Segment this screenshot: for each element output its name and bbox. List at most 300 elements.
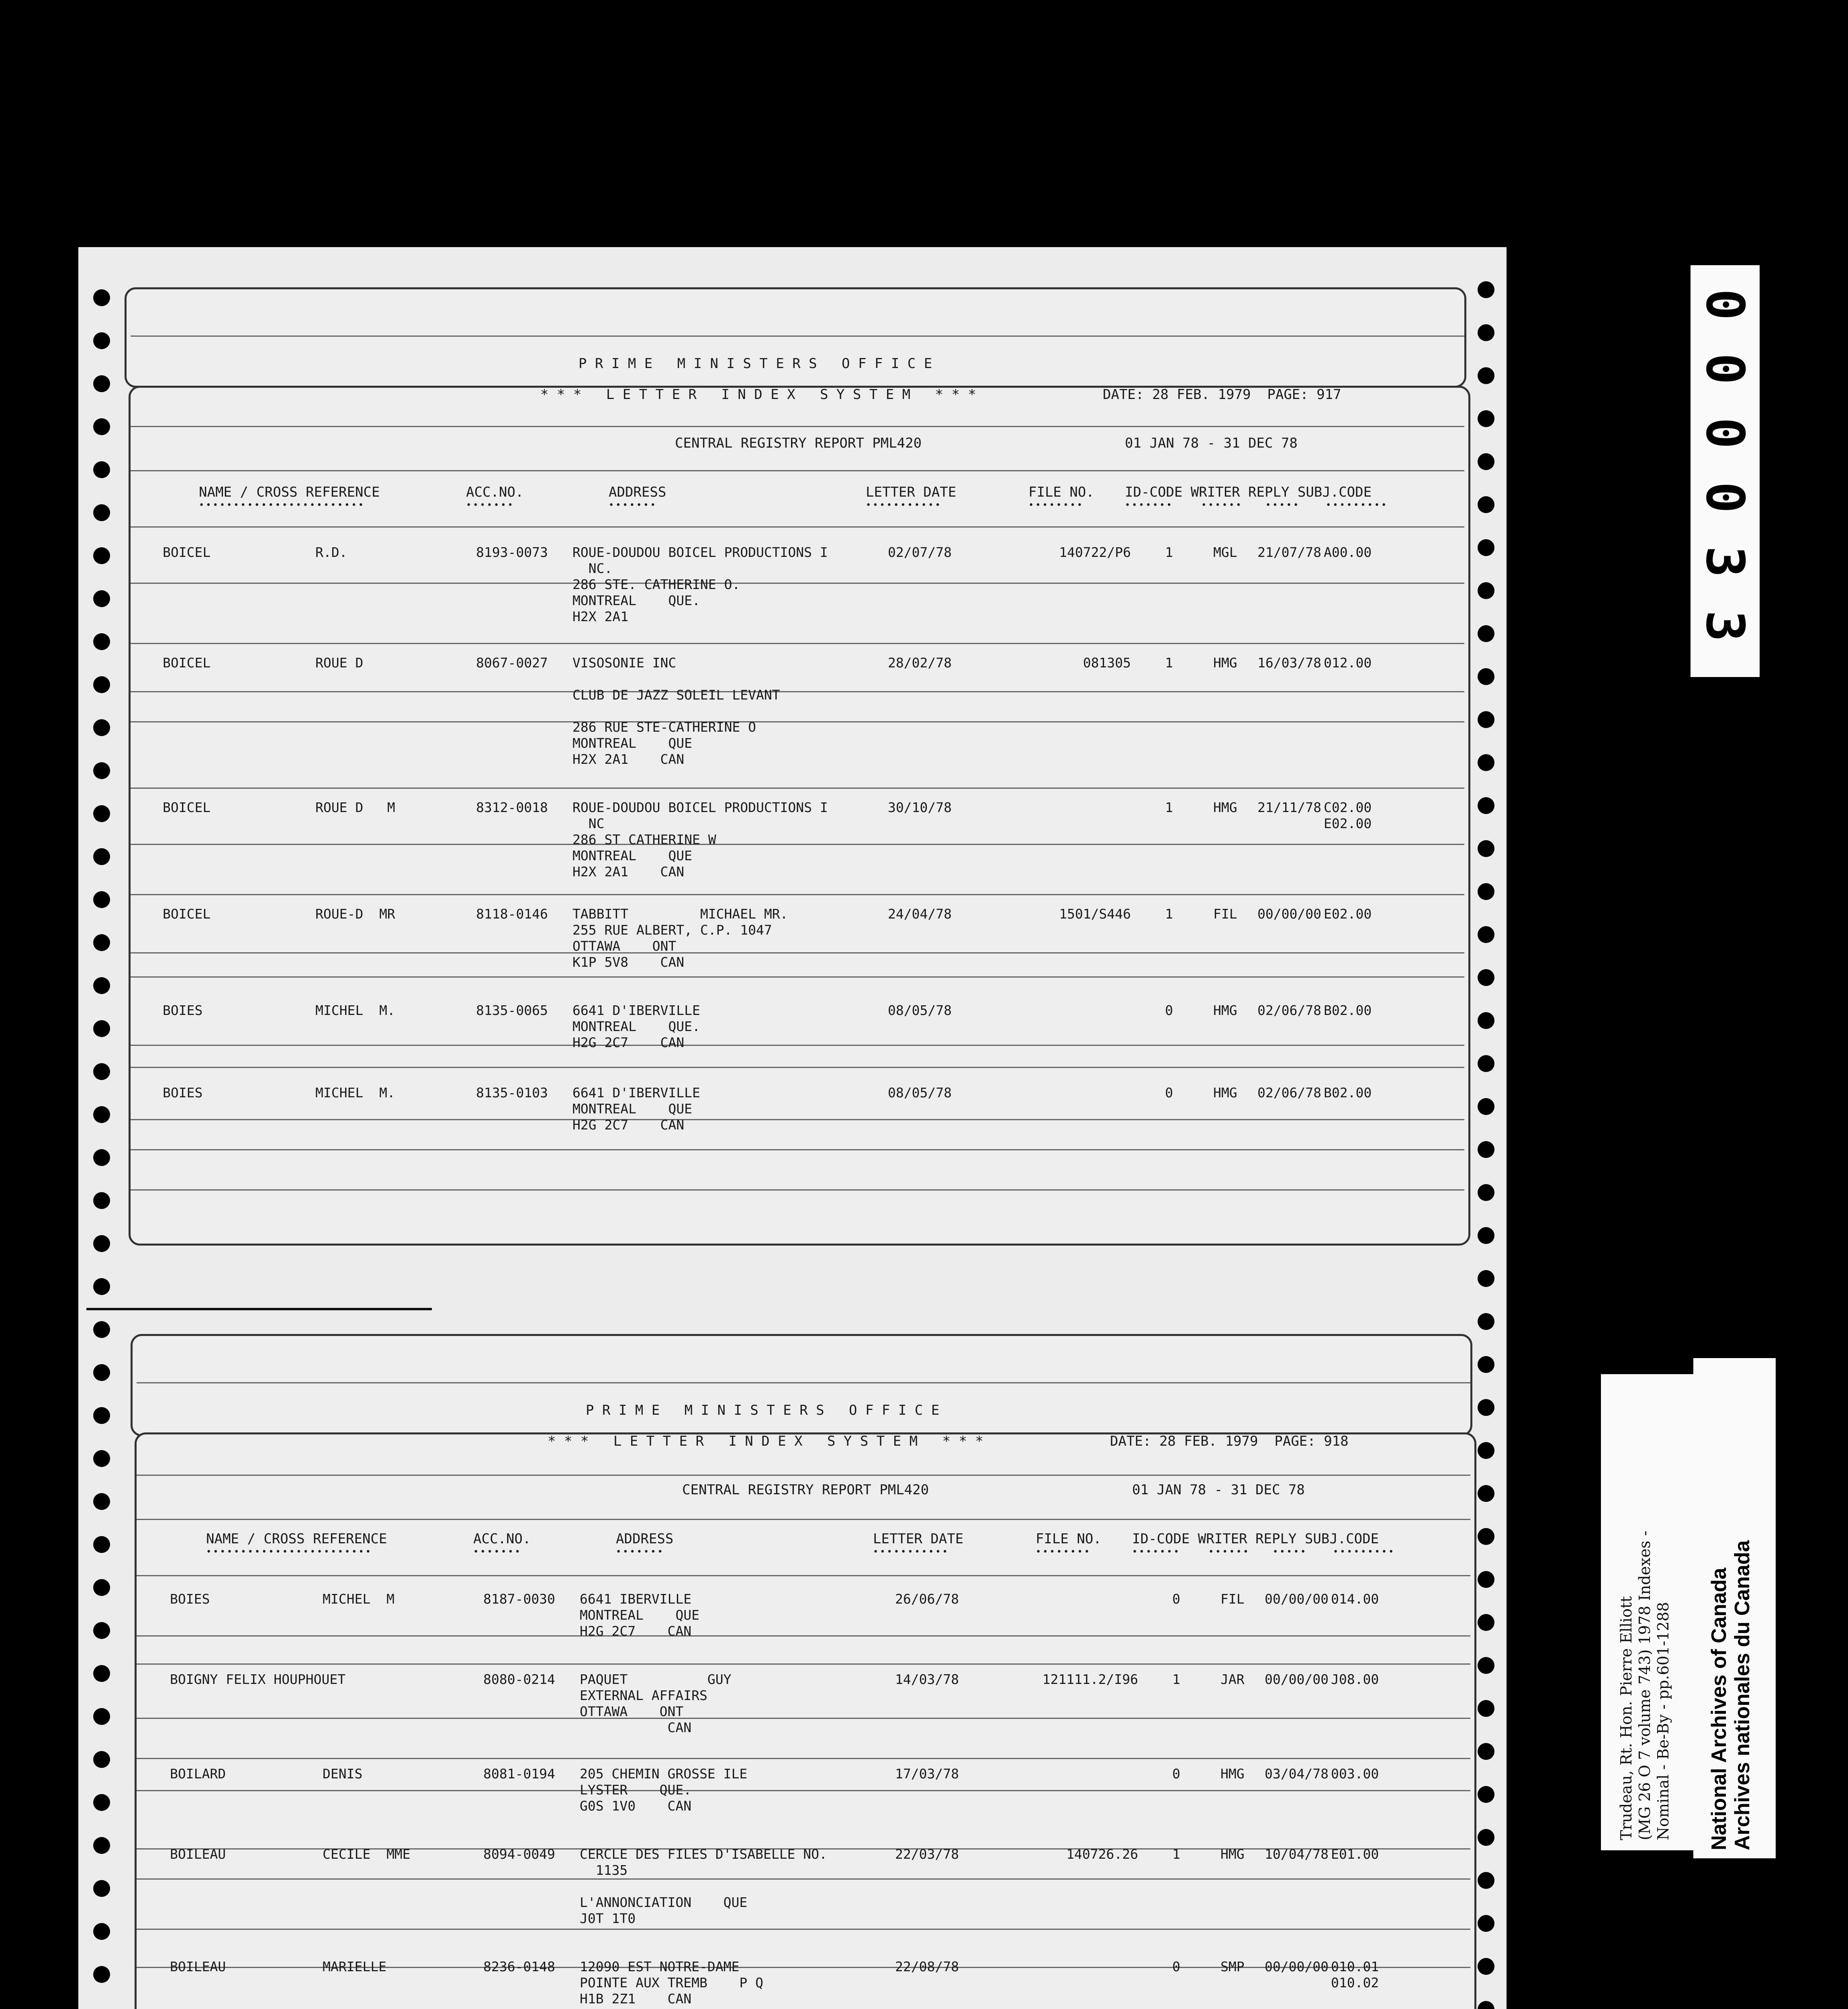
entry-address-line: TABBITT MICHAEL MR. (572, 906, 788, 922)
entry-address-line: MONTREAL QUE (580, 1607, 700, 1623)
feed-hole (1478, 1786, 1494, 1803)
entry-subject-code: B02.00 (1324, 1085, 1372, 1101)
header-underline: ••••••••••• (866, 500, 942, 510)
entry-address-line: J0T 1T0 (580, 1911, 636, 1926)
entry-address-line: H2X 2A1 CAN (572, 751, 685, 767)
header-underline: ••••• (1273, 1547, 1308, 1557)
feed-hole (1478, 711, 1494, 728)
entry-id-code: 1 (1165, 655, 1173, 671)
system-title: * * * L E T T E R I N D E X S Y S T E M * * * (540, 387, 976, 403)
column-header-letter-date: LETTER DATE (873, 1531, 964, 1547)
ruled-line (137, 1475, 1470, 1476)
feed-hole (93, 418, 110, 435)
ruled-line (137, 1663, 1470, 1665)
entry-letter-date: 02/07/78 (888, 544, 952, 560)
feed-hole (1478, 754, 1494, 771)
entry-subject-code: J08.00 (1331, 1671, 1379, 1687)
column-header-acc: ACC.NO. (473, 1531, 531, 1547)
ruled-line (131, 844, 1464, 845)
feed-hole (1478, 1571, 1494, 1588)
entry-acc-no: 8135-0065 (476, 1002, 548, 1018)
entry-surname: BOICEL (163, 800, 211, 815)
feed-hole (1478, 1012, 1494, 1029)
entry-writer: MGL (1213, 544, 1237, 560)
entry-letter-date: 22/03/78 (895, 1846, 959, 1862)
entry-id-code: 1 (1165, 544, 1173, 560)
ruled-line (131, 336, 1464, 337)
feed-hole (1478, 1098, 1494, 1115)
feed-hole (1478, 1872, 1494, 1889)
feed-hole (1478, 1270, 1494, 1287)
column-header-address: ADDRESS (616, 1531, 674, 1547)
feed-hole (1478, 1442, 1494, 1459)
entry-acc-no: 8187-0030 (483, 1591, 555, 1607)
entry-subject-code: E01.00 (1331, 1846, 1379, 1862)
feed-hole (93, 1665, 110, 1682)
entry-address-line: MONTREAL QUE (572, 735, 693, 751)
page-header-box (125, 287, 1466, 388)
entry-reply-date: 02/06/78 (1257, 1002, 1321, 1018)
header-underline: •••••••• (1036, 1547, 1091, 1557)
entry-letter-date: 08/05/78 (888, 1002, 952, 1018)
entry-surname: BOICEL (163, 544, 211, 560)
entry-subject-code: 010.01 (1331, 1959, 1379, 1974)
entry-given-name: MARIELLE (323, 1959, 386, 1974)
entry-writer: FIL (1220, 1591, 1245, 1607)
entry-subject-code: B02.00 (1324, 1002, 1372, 1018)
feed-hole (93, 1579, 110, 1596)
entry-writer: HMG (1213, 1085, 1237, 1101)
report-name: CENTRAL REGISTRY REPORT PML420 (682, 1482, 929, 1498)
column-header-address: ADDRESS (609, 484, 666, 500)
entry-address-line: 12090 EST NOTRE-DAME (580, 1959, 740, 1974)
frame-number-digit: 0 (1695, 481, 1756, 514)
ruled-line (137, 1519, 1470, 1520)
entry-writer: FIL (1213, 906, 1237, 922)
entry-letter-date: 26/06/78 (895, 1591, 959, 1607)
entry-given-name: R.D. (315, 544, 348, 560)
entry-writer: SMP (1220, 1959, 1245, 1974)
feed-hole (93, 1751, 110, 1768)
entry-surname: BOICEL (163, 655, 211, 671)
entry-address-line: H2X 2A1 (572, 609, 629, 624)
page-body-box (129, 386, 1470, 1246)
feed-hole (1478, 1399, 1494, 1416)
feed-hole (1478, 410, 1494, 427)
feed-hole (1478, 453, 1494, 470)
entry-address-line: 6641 D'IBERVILLE (572, 1085, 700, 1101)
feed-hole (93, 848, 110, 865)
feed-hole (1478, 582, 1494, 599)
column-header-name: NAME / CROSS REFERENCE (206, 1531, 387, 1547)
entry-letter-date: 22/08/78 (895, 1959, 959, 1974)
entry-given-name: ROUE D M (315, 800, 395, 815)
entry-file-no: 140726.26 (1066, 1846, 1138, 1862)
entry-address-line: NC (572, 816, 605, 831)
date-page-line: DATE: 28 FEB. 1979 PAGE: 917 (1103, 387, 1341, 403)
entry-id-code: 0 (1165, 1002, 1173, 1018)
ruled-line (131, 1119, 1464, 1120)
ruled-line (137, 1758, 1470, 1759)
entry-reply-date: 16/03/78 (1257, 655, 1321, 671)
entry-acc-no: 8135-0103 (476, 1085, 548, 1101)
feed-hole (93, 1493, 110, 1510)
header-underline: ••••••••••• (873, 1547, 949, 1557)
entry-id-code: 0 (1172, 1591, 1180, 1607)
frame-number-digit: 0 (1695, 353, 1756, 385)
feed-hole (1478, 496, 1494, 513)
feed-hole (93, 1149, 110, 1166)
archive-reference-label (1601, 1374, 1693, 1850)
entry-given-name: CECILE MME (323, 1846, 411, 1862)
feed-hole (1478, 840, 1494, 857)
entry-acc-no: 8081-0194 (483, 1766, 555, 1782)
feed-hole (93, 805, 110, 822)
feed-hole (93, 1407, 110, 1424)
entry-address-line: PAQUET GUY (580, 1671, 732, 1687)
feed-hole (1478, 883, 1494, 900)
ruled-line (131, 583, 1464, 584)
feed-hole (93, 590, 110, 607)
entry-letter-date: 08/05/78 (888, 1085, 952, 1101)
frame-number-digit: 0 (1695, 288, 1756, 321)
entry-acc-no: 8094-0049 (483, 1846, 555, 1862)
entry-address-line: K1P 5V8 CAN (572, 954, 685, 970)
entry-given-name: MICHEL M. (315, 1002, 395, 1018)
entry-address-line: 286 STE. CATHERINE O. (572, 577, 740, 592)
system-title: * * * L E T T E R I N D E X S Y S T E M * * * (548, 1433, 983, 1449)
feed-hole (93, 1708, 110, 1725)
feed-hole (1478, 1227, 1494, 1244)
feed-hole (93, 1321, 110, 1338)
entry-writer: HMG (1213, 800, 1237, 815)
feed-hole (1478, 539, 1494, 556)
entry-reply-date: 03/04/78 (1265, 1766, 1329, 1782)
feed-hole (1478, 367, 1494, 384)
ruled-line (131, 788, 1464, 789)
entry-given-name: ROUE-D MR (315, 906, 395, 922)
ruled-line (131, 526, 1464, 528)
entry-subject-code: 010.02 (1331, 1975, 1379, 1991)
feed-hole (1478, 926, 1494, 943)
feed-hole (93, 1278, 110, 1295)
feed-hole (93, 891, 110, 908)
office-title: P R I M E M I N I S T E R S O F F I C E (579, 356, 932, 372)
header-underline: ••••••• (473, 1547, 522, 1557)
header-underline: ••••••••• (1333, 1547, 1396, 1557)
entry-address-line: H2X 2A1 CAN (572, 864, 685, 880)
feed-hole (93, 633, 110, 650)
feed-hole (1478, 281, 1494, 298)
entry-address-line: NC. (572, 561, 613, 576)
report-period: 01 JAN 78 - 31 DEC 78 (1132, 1482, 1305, 1498)
entry-letter-date: 30/10/78 (888, 800, 952, 815)
feed-hole (1478, 1356, 1494, 1373)
feed-hole (1478, 797, 1494, 814)
frame-number-stamp (1691, 265, 1760, 677)
ruled-line (131, 952, 1464, 953)
entry-address-line: LYSTER QUE. (580, 1782, 692, 1798)
ruled-line (131, 426, 1464, 427)
feed-hole (1478, 1313, 1494, 1330)
feed-hole (93, 1020, 110, 1037)
archive-label-line: (MG 26 O 7 volume 743) 1978 Indexes - (1636, 1530, 1654, 1840)
perforation-line (86, 1308, 432, 1310)
entry-reply-date: 00/00/00 (1257, 906, 1321, 922)
entry-acc-no: 8312-0018 (476, 800, 548, 815)
archive-stamp-label (1693, 1358, 1776, 1858)
entry-address-line: 205 CHEMIN GROSSE ILE (580, 1766, 748, 1782)
entry-address-line: ROUE-DOUDOU BOICEL PRODUCTIONS I (572, 800, 828, 815)
header-underline: ••••••• (1132, 1547, 1181, 1557)
entry-surname: BOILEAU (170, 1959, 226, 1974)
feed-hole (1478, 1485, 1494, 1502)
feed-hole (1478, 625, 1494, 642)
entry-given-name: MICHEL M. (315, 1085, 395, 1101)
feed-hole (1478, 1700, 1494, 1717)
feed-hole (1478, 668, 1494, 685)
feed-hole (1478, 1614, 1494, 1631)
feed-hole (1478, 969, 1494, 986)
feed-hole (1478, 1915, 1494, 1932)
entry-given-name: ROUE D (315, 655, 364, 671)
entry-reply-date: 00/00/00 (1265, 1591, 1329, 1607)
entry-address-line: ROUE-DOUDOU BOICEL PRODUCTIONS I (572, 544, 828, 560)
entry-id-code: 1 (1165, 800, 1173, 815)
entry-subject-code: C02.00 (1324, 800, 1372, 815)
feed-hole (1478, 1829, 1494, 1846)
ruled-line (131, 894, 1464, 895)
entry-subject-code: E02.00 (1324, 816, 1372, 831)
ruled-line (131, 1067, 1464, 1068)
header-underline: •••••• (1208, 1547, 1250, 1557)
feed-hole (93, 1622, 110, 1639)
feed-hole (93, 1536, 110, 1553)
ruled-line (137, 1718, 1470, 1719)
entry-address-line: MONTREAL QUE (572, 1101, 693, 1117)
feed-hole (1478, 1184, 1494, 1201)
header-underline: •••••••• (1028, 500, 1084, 510)
report-name: CENTRAL REGISTRY REPORT PML420 (675, 435, 922, 451)
entry-file-no: 1501/S446 (1059, 906, 1131, 922)
entry-id-code: 0 (1172, 1766, 1180, 1782)
feed-hole (1478, 1055, 1494, 1072)
archive-stamp-line: Archives nationales du Canada (1731, 1540, 1754, 1850)
feed-hole (93, 1192, 110, 1209)
entry-address-line: OTTAWA ONT (572, 938, 677, 954)
entry-address-line: H2G 2C7 CAN (572, 1035, 685, 1050)
feed-hole (93, 1364, 110, 1381)
column-header-tail: ID-CODE WRITER REPLY SUBJ.CODE (1132, 1531, 1379, 1547)
header-underline: ••••••• (466, 500, 515, 510)
entry-surname: BOIES (163, 1085, 203, 1101)
entry-id-code: 1 (1172, 1846, 1180, 1862)
entry-address-line: EXTERNAL AFFAIRS (580, 1688, 707, 1703)
ruled-line (131, 976, 1464, 978)
ruled-line (131, 470, 1464, 471)
feed-hole (1478, 1743, 1494, 1760)
entry-address-line: H2G 2C7 CAN (580, 1623, 692, 1639)
ruled-line (131, 1149, 1464, 1150)
feed-hole (1478, 324, 1494, 341)
feed-hole (93, 289, 110, 306)
column-header-file: FILE NO. (1028, 484, 1094, 500)
entry-address-line: CAN (580, 1720, 692, 1735)
entry-writer: HMG (1213, 1002, 1237, 1018)
ruled-line (131, 1189, 1464, 1191)
archive-stamp-line: National Archives of Canada (1707, 1567, 1731, 1850)
feed-hole (93, 676, 110, 693)
entry-address-line: 286 ST CATHERINE W (572, 832, 716, 847)
ruled-line (137, 1878, 1470, 1880)
entry-acc-no: 8067-0027 (476, 655, 548, 671)
entry-address-line: 286 RUE STE-CATHERINE O (572, 719, 756, 735)
feed-hole (93, 461, 110, 478)
entry-reply-date: 00/00/00 (1265, 1671, 1329, 1687)
entry-address-line: L'ANNONCIATION QUE (580, 1894, 748, 1910)
entry-address-line: CERCLE DES FILES D'ISABELLE NO. (580, 1846, 827, 1862)
ruled-line (131, 721, 1464, 722)
frame-number-digit: 3 (1695, 610, 1756, 642)
entry-address-line: VISOSONIE INC (572, 655, 677, 671)
feed-hole (93, 1450, 110, 1467)
feed-hole (93, 1880, 110, 1897)
feed-hole (1478, 1528, 1494, 1545)
entry-letter-date: 24/04/78 (888, 906, 952, 922)
entry-subject-code: 014.00 (1331, 1591, 1379, 1607)
entry-reply-date: 21/11/78 (1257, 800, 1321, 815)
feed-hole (93, 1794, 110, 1811)
header-underline: ••••••• (1125, 500, 1173, 510)
entry-address-line: G0S 1V0 CAN (580, 1798, 692, 1814)
ruled-line (131, 1045, 1464, 1046)
entry-id-code: 1 (1165, 906, 1173, 922)
entry-writer: HMG (1213, 655, 1237, 671)
feed-hole (93, 504, 110, 521)
header-underline: ••••••• (609, 500, 657, 510)
ruled-line (131, 691, 1464, 692)
header-underline: •••••••••••••••••••••••• (206, 1547, 372, 1557)
feed-hole (93, 1063, 110, 1080)
entry-file-no: 081305 (1083, 655, 1131, 671)
column-header-acc: ACC.NO. (466, 484, 524, 500)
entry-reply-date: 10/04/78 (1265, 1846, 1329, 1862)
entry-surname: BOICEL (163, 906, 211, 922)
entry-subject-code: A00.00 (1324, 544, 1372, 560)
entry-subject-code: 003.00 (1331, 1766, 1379, 1782)
feed-hole (93, 1923, 110, 1940)
ruled-line (137, 1790, 1470, 1791)
entry-address-line: OTTAWA ONT (580, 1704, 684, 1719)
entry-address-line: CLUB DE JAZZ SOLEIL LEVANT (572, 687, 780, 703)
entry-address-line: MONTREAL QUE (572, 848, 693, 863)
archive-label-line: Nominal - Be-By - pp.601-1288 (1654, 1602, 1672, 1840)
page-header-box (131, 1334, 1472, 1436)
report-period: 01 JAN 78 - 31 DEC 78 (1125, 435, 1298, 451)
header-underline: ••••• (1265, 500, 1300, 510)
entry-letter-date: 28/02/78 (888, 655, 952, 671)
entry-file-no: 121111.2/I96 (1042, 1671, 1138, 1687)
date-page-line: DATE: 28 FEB. 1979 PAGE: 918 (1110, 1433, 1349, 1449)
entry-surname: BOILEAU (170, 1846, 226, 1862)
office-title: P R I M E M I N I S T E R S O F F I C E (586, 1402, 940, 1418)
feed-hole (93, 1235, 110, 1252)
entry-letter-date: 17/03/78 (895, 1766, 959, 1782)
entry-id-code: 0 (1165, 1085, 1173, 1101)
ruled-line (137, 1575, 1470, 1576)
entry-subject-code: E02.00 (1324, 906, 1372, 922)
entry-surname: BOIGNY FELIX HOUPHOUET (170, 1671, 346, 1687)
ruled-line (137, 1635, 1470, 1637)
feed-hole (93, 719, 110, 736)
entry-writer: HMG (1220, 1846, 1245, 1862)
entry-acc-no: 8236-0148 (483, 1959, 555, 1974)
feed-hole (1478, 1657, 1494, 1674)
entry-address-line: 255 RUE ALBERT, C.P. 1047 (572, 922, 772, 938)
entry-surname: BOIES (170, 1591, 210, 1607)
feed-hole (1478, 1141, 1494, 1158)
entry-subject-code: 012.00 (1324, 655, 1372, 671)
ruled-line (137, 1382, 1470, 1383)
entry-letter-date: 14/03/78 (895, 1671, 959, 1687)
ruled-line (137, 1929, 1470, 1930)
entry-address-line: 6641 IBERVILLE (580, 1591, 692, 1607)
ruled-line (131, 643, 1464, 644)
entry-reply-date: 21/07/78 (1257, 544, 1321, 560)
archive-label-line: Trudeau, Rt. Hon. Pierre Elliott (1617, 1596, 1635, 1840)
entry-address-line: MONTREAL QUE. (572, 593, 700, 608)
entry-address-line: MONTREAL QUE. (572, 1019, 700, 1034)
feed-hole (93, 332, 110, 349)
entry-reply-date: 00/00/00 (1265, 1959, 1329, 1974)
entry-file-no: 140722/P6 (1059, 544, 1131, 560)
header-underline: •••••••••••••••••••••••• (199, 500, 365, 510)
entry-surname: BOIES (163, 1002, 203, 1018)
frame-number-digit: 3 (1695, 546, 1756, 578)
entry-given-name: DENIS (323, 1766, 363, 1782)
entry-address-line: H2G 2C7 CAN (572, 1117, 685, 1133)
feed-hole (93, 1966, 110, 1983)
entry-id-code: 1 (1172, 1671, 1180, 1687)
feed-hole (1478, 1958, 1494, 1975)
feed-hole (93, 762, 110, 779)
column-header-name: NAME / CROSS REFERENCE (199, 484, 380, 500)
entry-acc-no: 8193-0073 (476, 544, 548, 560)
entry-address-line: 1135 (580, 1862, 628, 1878)
entry-acc-no: 8118-0146 (476, 906, 548, 922)
entry-writer: JAR (1220, 1671, 1245, 1687)
feed-hole (93, 977, 110, 994)
feed-hole (93, 1106, 110, 1123)
column-header-file: FILE NO. (1036, 1531, 1102, 1547)
header-underline: ••••••• (616, 1547, 664, 1557)
header-underline: ••••••••• (1326, 500, 1388, 510)
feed-hole (93, 547, 110, 564)
feed-hole (93, 375, 110, 392)
entry-id-code: 0 (1172, 1959, 1180, 1974)
column-header-tail: ID-CODE WRITER REPLY SUBJ.CODE (1125, 484, 1372, 500)
entry-given-name: MICHEL M (323, 1591, 395, 1607)
header-underline: •••••• (1201, 500, 1243, 510)
entry-address-line: H1B 2Z1 CAN (580, 1991, 692, 2007)
frame-number-digit: 0 (1695, 417, 1756, 449)
entry-surname: BOILARD (170, 1766, 226, 1782)
entry-acc-no: 8080-0214 (483, 1671, 555, 1687)
entry-reply-date: 02/06/78 (1257, 1085, 1321, 1101)
entry-address-line: 6641 D'IBERVILLE (572, 1002, 700, 1018)
entry-address-line: POINTE AUX TREMB P Q (580, 1975, 763, 1991)
entry-writer: HMG (1220, 1766, 1245, 1782)
